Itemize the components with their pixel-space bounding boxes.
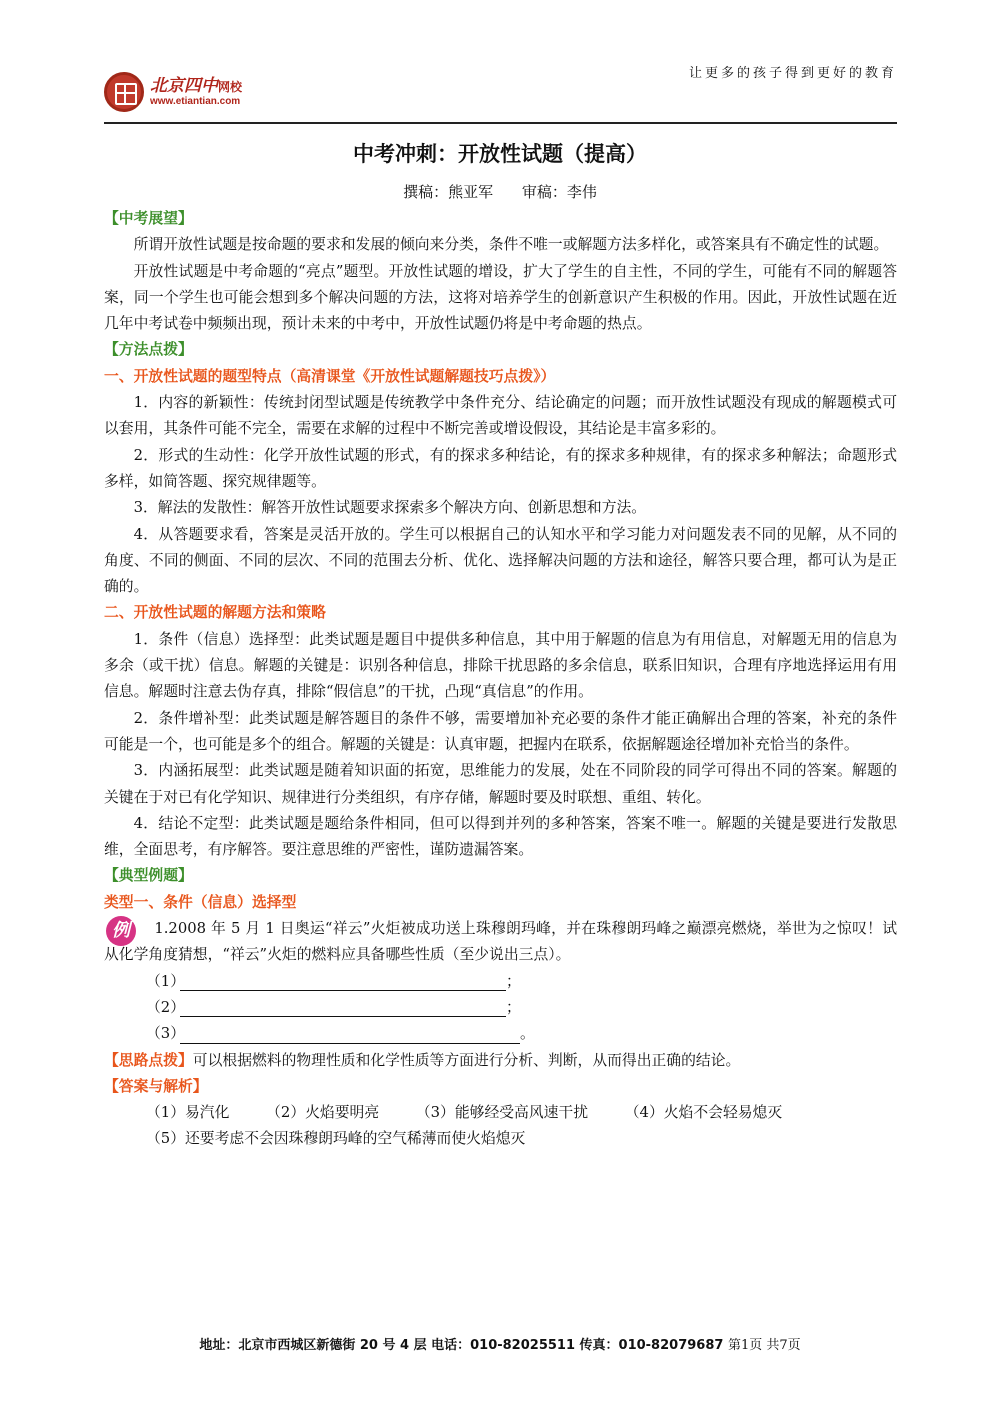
blank-end: 。 (520, 1025, 535, 1043)
blank-end: ； (506, 972, 521, 990)
subheading: 类型一、条件（信息）选择型 (104, 893, 297, 911)
list-item: 2．条件增补型：此类试题是解答题目的条件不够，需要增加补充必要的条件才能正确解出合理的答案，补充的条件可能是一个，也可能是多个的组合。解题的关键是：认真审题，把握内在联系，依据解题途径增加补充恰当的条件。 (104, 709, 897, 753)
list-item: 4．结论不定型：此类试题是题给条件相同，但可以得到并列的多种答案，答案不唯一。解题的关键是要进行发散思维，全面思考，有序解答。要注意思维的严密性，谨防遗漏答案。 (104, 814, 897, 859)
answer-item: （5）还要考虑不会因珠穆朗玛峰的空气稀薄而使火焰熄灭 (146, 1130, 526, 1148)
answer-label: 【答案与解析】 (104, 1077, 208, 1095)
list-item: 1．内容的新颖性：传统封闭型试题是传统教学中条件充分、结论确定的问题；而开放性试题没有现成的解题模式可以套用，其条件可能不完全，需要在求解的过程中不断完善或增设假设，其结论是丰富多彩的。 (104, 394, 897, 438)
hint-label: 【思路点拨】 (104, 1051, 193, 1069)
example-badge-icon: 例 (106, 916, 136, 946)
list-item: 1．条件（信息）选择型：此类试题是题目中提供多种信息，其中用于解题的信息为有用信息，对解题无用的信息为多余（或干扰）信息。解题的关键是：识别各种信息，排除干扰思路的多余信息，联系旧知识，合理有序地选择运用有用信息。解题时注意去伪存真，排除“假信息”的干扰，凸现“真信息”的作用。 (104, 630, 897, 701)
example-block (104, 916, 897, 969)
logo-emblem-icon (104, 72, 144, 112)
paragraph: 开放性试题是中考命题的“亮点”题型。开放性试题的增设，扩大了学生的自主性，不同的学生，可能有不同的解题答案，同一个学生也可能会想到多个解决问题的方法，这将对培养学生的创新意识产生积极的作用。因此，开放性试题在近几年中考试卷中频频出现，预计未来的中考中，开放性试题仍将是中考命题的热点。 (104, 262, 897, 333)
page-number: 第1页 共7页 (727, 1338, 801, 1353)
blank-underline (180, 970, 506, 991)
blank-end: ； (506, 998, 521, 1016)
blank-label: （2） (146, 998, 186, 1016)
slogan: 让更多的孩子得到更好的教育 (688, 66, 897, 81)
answer-row (104, 1100, 897, 1126)
blank-underline (180, 1023, 520, 1044)
footer-address: 地址：北京市西城区新德街 20 号 4 层 电话：010-82025511 传真：010-82079687 (199, 1338, 724, 1353)
answer-item: （2）火焰要明亮 (266, 1104, 380, 1122)
answer-item: （3）能够经受高风速干扰 (415, 1104, 589, 1122)
page-header (104, 56, 897, 124)
paragraph: 所谓开放性试题是按命题的要求和发展的倾向来分类，条件不唯一或解题方法多样化，或答案具有不确定性的试题。 (133, 236, 889, 254)
document-body (104, 206, 897, 1153)
subheading: 一、开放性试题的题型特点（高清课堂《开放性试题解题技巧点拨》） (104, 367, 556, 385)
section-heading-examples: 【典型例题】 (104, 867, 193, 885)
page-footer (0, 1334, 1000, 1353)
header-divider (104, 122, 897, 124)
section-heading-outlook: 【中考展望】 (104, 210, 193, 227)
answer-blank (104, 1021, 897, 1047)
blank-label: （1） (146, 972, 186, 990)
logo-suffix: 网校 (218, 80, 243, 95)
list-item: 3．解法的发散性：解答开放性试题要求探索多个解决方向、创新思想和方法。 (133, 499, 647, 517)
logo-name: 北京四中 (150, 76, 218, 97)
hint-text: 可以根据燃料的物理性质和化学性质等方面进行分析、判断，从而得出正确的结论。 (192, 1051, 741, 1069)
blank-underline (180, 996, 506, 1017)
example-question: 1.2008 年 5 月 1 日奥运“祥云”火炬被成功送上珠穆朗玛峰，并在珠穆朗玛峰之巅漂亮燃烧，举世为之惊叹！试从化学角度猜想，“祥云”火炬的燃料应具备哪些性质（至少说出三点）。 (104, 920, 897, 964)
authors (0, 181, 1000, 202)
hint-paragraph (104, 1048, 897, 1074)
list-item: 4．从答题要求看，答案是灵活开放的。学生可以根据自己的认知水平和学习能力对问题发表不同的见解，从不同的角度、不同的侧面、不同的层次、不同的范围去分析、优化、选择解决问题的方法和途径，解答只要合理，都可认为是正确的。 (104, 525, 897, 596)
answer-blank (104, 995, 897, 1021)
list-item: 3．内涵拓展型：此类试题是随着知识面的拓宽，思维能力的发展，处在不同阶段的同学可得出不同的答案。解题的关键在于对已有化学知识、规律进行分类组织，有序存储，解题时要及时联想、重组、转化。 (104, 762, 897, 806)
answer-item: （4）火焰不会轻易熄灭 (624, 1104, 783, 1122)
school-logo (104, 72, 242, 112)
subheading: 二、开放性试题的解题方法和策略 (104, 604, 326, 622)
reviewer: 审稿：李伟 (521, 183, 597, 201)
blank-label: （3） (146, 1025, 186, 1043)
answer-item: （1）易汽化 (146, 1104, 230, 1122)
section-heading-method: 【方法点拨】 (104, 341, 193, 359)
logo-url: www.etiantian.com (150, 95, 241, 107)
writer: 撰稿：熊亚军 (403, 183, 494, 201)
list-item: 2．形式的生动性：化学开放性试题的形式，有的探求多种结论，有的探求多种规律，有的探求多种解法；命题形式多样，如简答题、探究规律题等。 (104, 446, 897, 490)
answer-row (104, 1126, 897, 1152)
document-title: 中考冲刺：开放性试题（提高） (353, 142, 647, 166)
answer-blank (104, 969, 897, 995)
